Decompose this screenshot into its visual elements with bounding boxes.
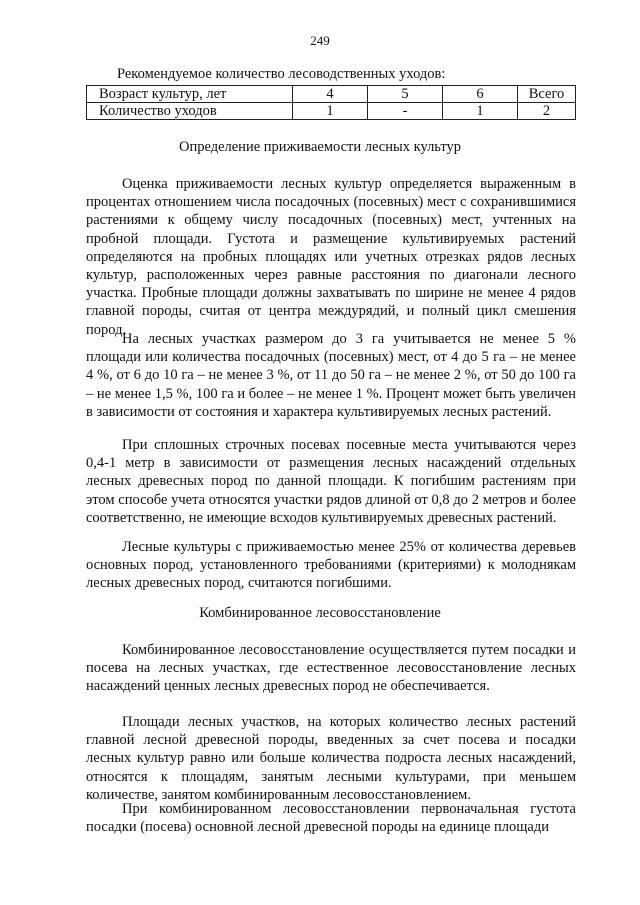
paragraph: При комбинированном лесовосстановлении первоначальная густота посадки (посева) основной лесной древесной породы на единице площади xyxy=(86,801,576,836)
paragraph: Комбинированное лесовосстановление осуществляется путем посадки и посева на лесных участках, где естественное лесовосстановление лесных насаждений ценных лесных древесных пород не обеспечивается. xyxy=(86,642,576,695)
paragraph: Оценка приживаемости лесных культур определяется выраженным в процентах отношением числа посадочных (посевных) мест с сохранившимися растениями к общему числу посадочных (посевных) мест, учтенных на пробной площади. Густота и размещение культивируемых растений определяются на пробных площадях или учетных отрезках рядов лесных культур, расположенных через равные расстояния по диагонали лесного участка. Пробные площади должны захватывать по ширине не менее 4 рядов главной породы, считая от центра междурядий, и полный цикл смешения пород. xyxy=(86,176,576,338)
table-caption: Рекомендуемое количество лесоводственных уходов: xyxy=(117,66,446,82)
table-cell: 4 xyxy=(293,86,368,103)
table-cell: 1 xyxy=(443,103,518,120)
table-cell: 2 xyxy=(518,103,576,120)
table-row xyxy=(87,86,576,103)
table-cell: 6 xyxy=(443,86,518,103)
paragraph: При сплошных строчных посевах посевные места учитываются через 0,4-1 метр в зависимости от размещения лесных насаждений отдельных лесных древесных пород по данной площади. К погибшим растениям при этом способе учета относятся участки рядов длиной от 0,8 до 2 метров и более соответственно, не имеющие всходов культивируемых древесных растений. xyxy=(86,437,576,526)
page-number: 249 xyxy=(310,33,330,48)
care-count-table xyxy=(86,85,576,120)
table-cell: Всего xyxy=(518,86,576,103)
paragraph: На лесных участках размером до 3 га учитывается не менее 5 % площади или количества посадочных (посевных) мест, от 4 до 5 га – не менее 4 %, от 6 до 10 га – не менее 3 %, от 11 до 50 га – не менее 2 %, от 50 до 100 га – не менее 1,5 %, 100 га и более – не менее 1 %. Процент может быть увеличен в зависимости от состояния и характера культивируемых лесных растений. xyxy=(86,331,576,420)
table-cell: 1 xyxy=(293,103,368,120)
section-heading: Комбинированное лесовосстановление xyxy=(199,605,441,621)
table-cell: Количество уходов xyxy=(87,103,293,120)
table-cell: - xyxy=(368,103,443,120)
section-heading: Определение приживаемости лесных культур xyxy=(178,139,462,155)
paragraph: Площади лесных участков, на которых количество лесных растений главной лесной древесной породы, введенных за счет посева и посадки лесных культур равно или больше количества подроста лесных насаждений, относятся к площадям, занятым лесными культурами, при меньшем количестве, занятом комбинированным лесовосстановлением. xyxy=(86,714,576,803)
table-cell: 5 xyxy=(368,86,443,103)
table-cell: Возраст культур, лет xyxy=(87,86,293,103)
table-row xyxy=(87,103,576,120)
paragraph: Лесные культуры с приживаемостью менее 25% от количества деревьев основных пород, установленного требованиями (критериями) к молоднякам лесных древесных пород, считаются погибшими. xyxy=(86,539,576,592)
